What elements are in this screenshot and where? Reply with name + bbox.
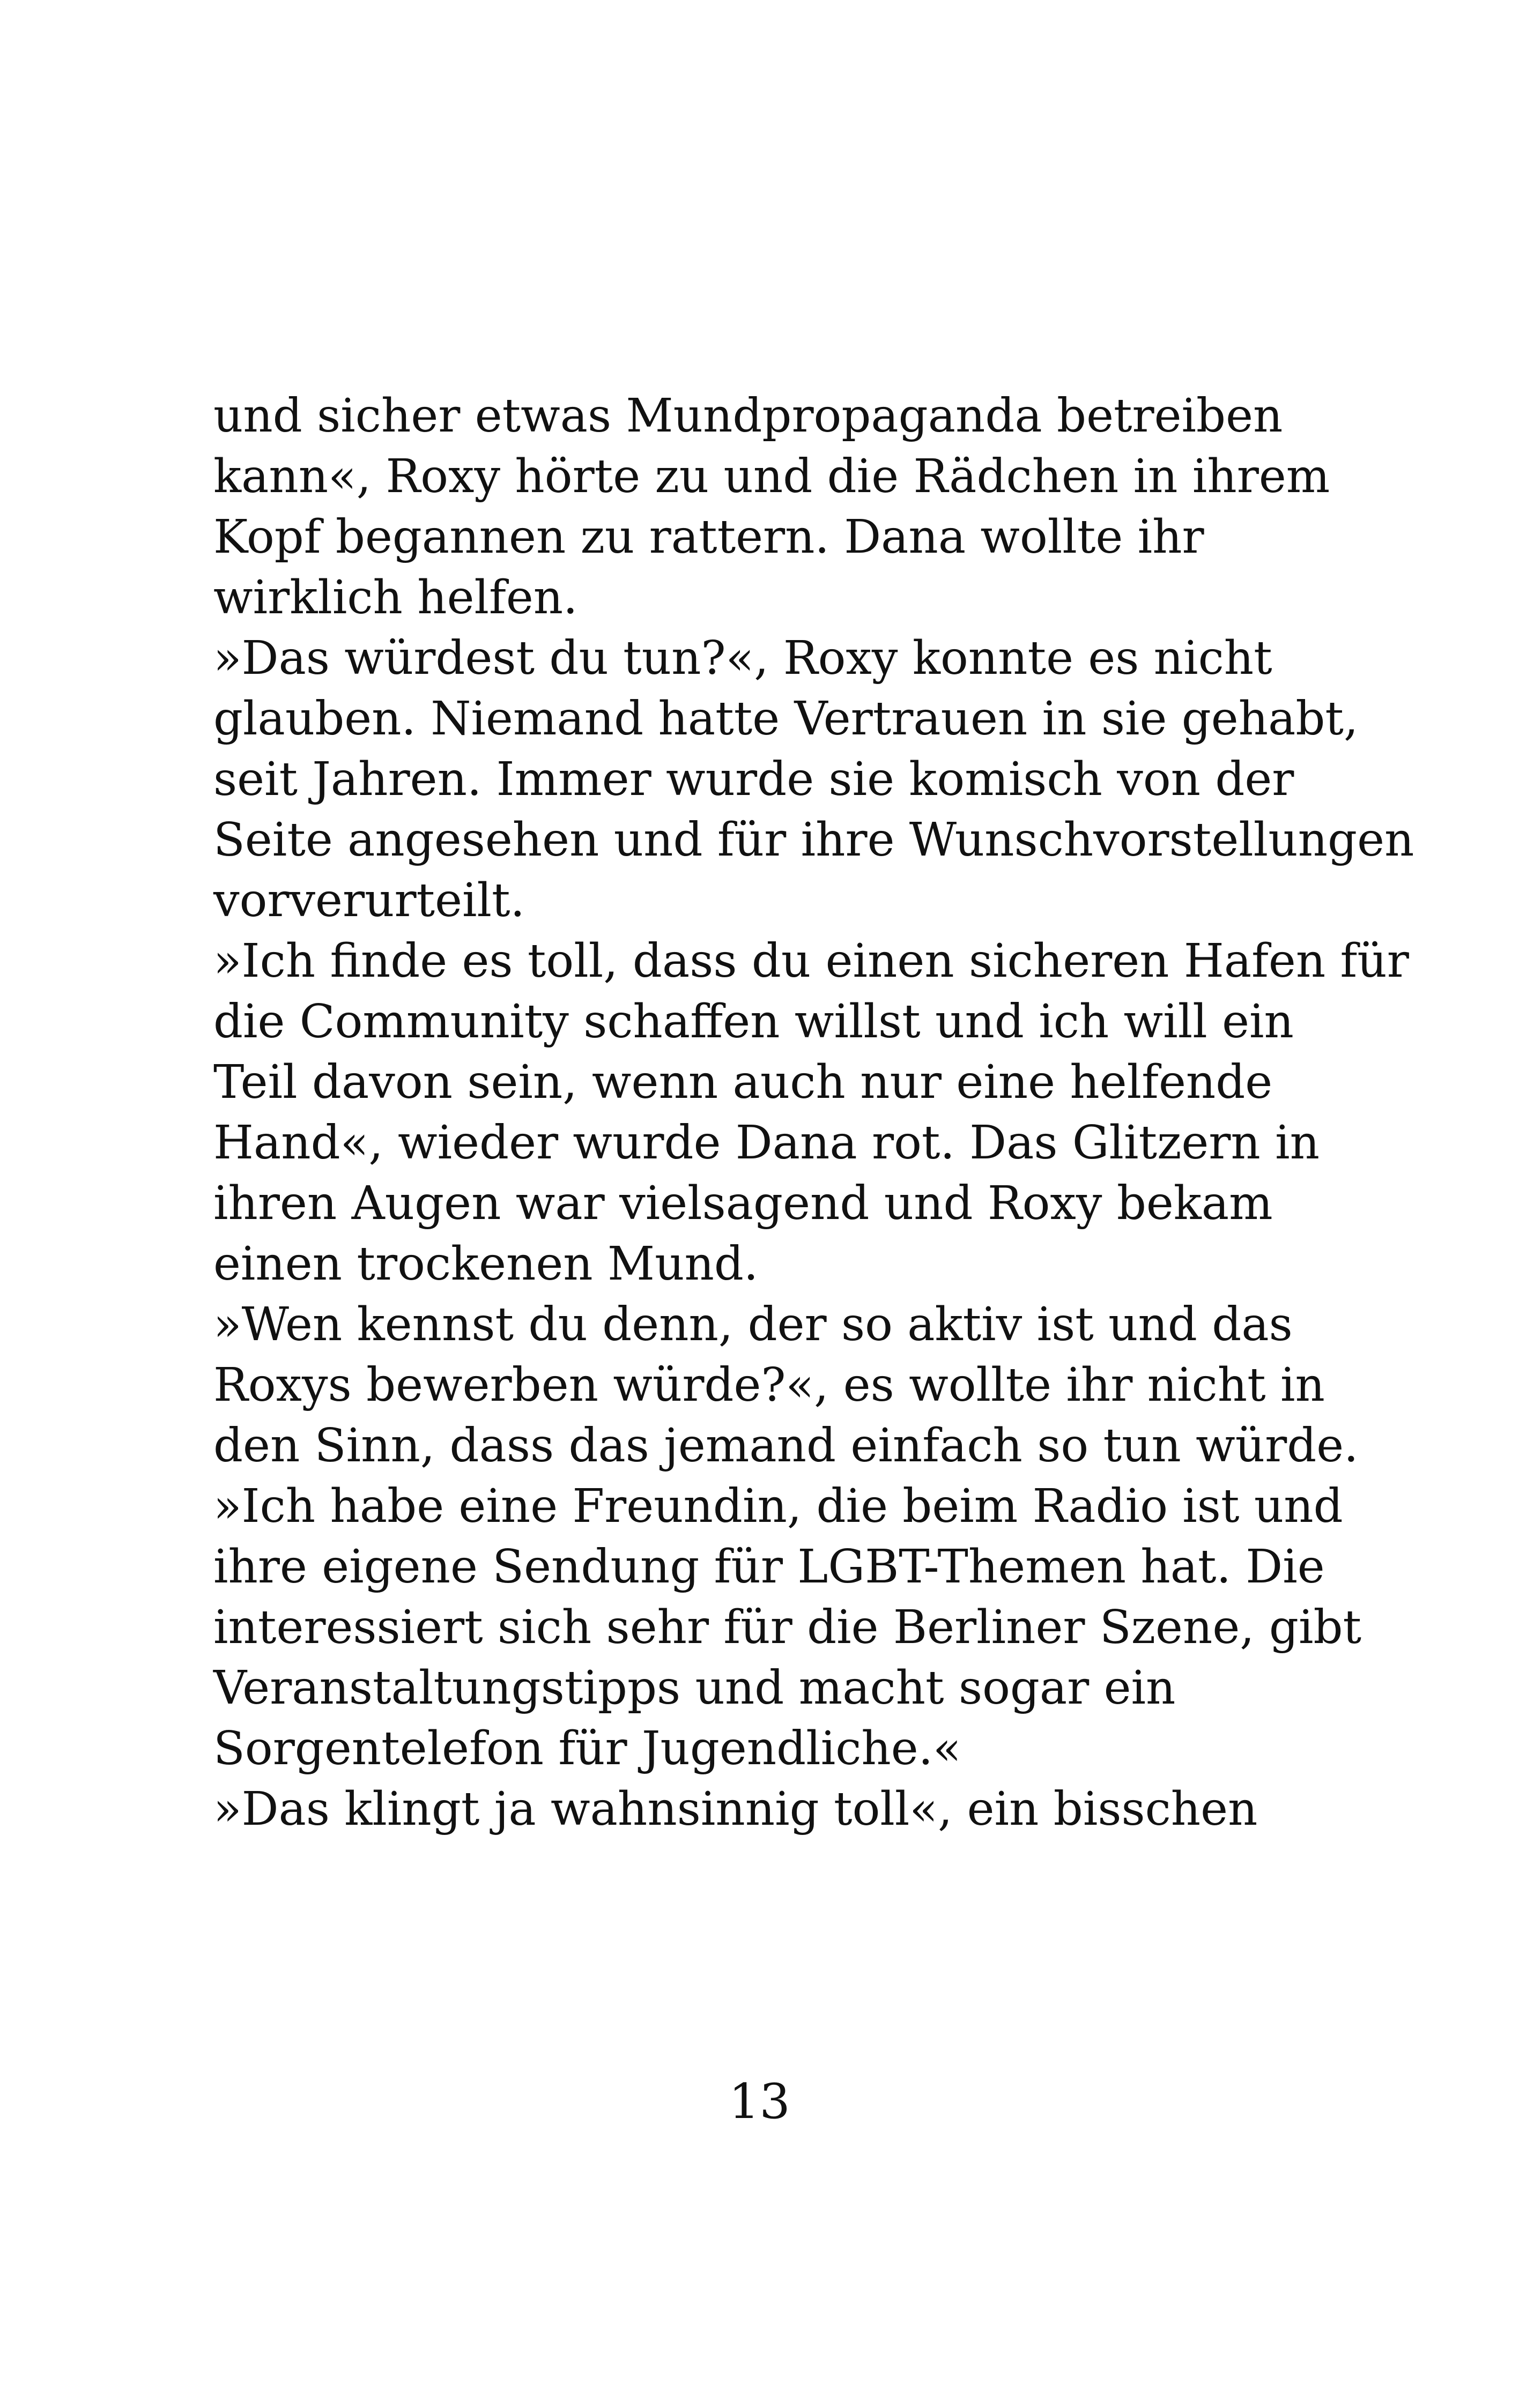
text-line: den Sinn, dass das jemand einfach so tun würde. bbox=[213, 1419, 1359, 1473]
text-line: Seite angesehen und für ihre Wunschvorstellungen bbox=[213, 813, 1414, 867]
text-line: die Community schaffen willst und ich will ein bbox=[213, 995, 1294, 1049]
text-line: »Das würdest du tun?«, Roxy konnte es nicht bbox=[213, 631, 1272, 685]
text-line: kann«, Roxy hörte zu und die Rädchen in ihrem bbox=[213, 450, 1330, 503]
text-line: seit Jahren. Immer wurde sie komisch von der bbox=[213, 753, 1294, 806]
text-line: »Ich habe eine Freundin, die beim Radio ist und bbox=[213, 1480, 1343, 1533]
text-line: und sicher etwas Mundpropaganda betreiben bbox=[213, 389, 1283, 443]
text-line: wirklich helfen. bbox=[213, 571, 578, 625]
text-line: Sorgentelefon für Jugendliche.« bbox=[213, 1722, 961, 1775]
text-line: glauben. Niemand hatte Vertrauen in sie gehabt, bbox=[213, 692, 1359, 746]
text-line: Teil davon sein, wenn auch nur eine helfende bbox=[213, 1056, 1273, 1109]
text-line: »Wen kennst du denn, der so aktiv ist und das bbox=[213, 1298, 1293, 1351]
body-text bbox=[213, 386, 1414, 1840]
page-number: 13 bbox=[729, 2073, 790, 2130]
text-line: »Das klingt ja wahnsinnig toll«, ein bisschen bbox=[213, 1782, 1258, 1836]
text-line: ihre eigene Sendung für LGBT-Themen hat. Die bbox=[213, 1540, 1325, 1594]
text-line: einen trockenen Mund. bbox=[213, 1237, 759, 1291]
text-line: »Ich finde es toll, dass du einen sicheren Hafen für bbox=[213, 934, 1409, 988]
text-line: Kopf begannen zu rattern. Dana wollte ihr bbox=[213, 510, 1204, 564]
text-line: ihren Augen war vielsagend und Roxy bekam bbox=[213, 1177, 1273, 1230]
text-line: Hand«, wieder wurde Dana rot. Das Glitzern in bbox=[213, 1116, 1320, 1170]
text-line: interessiert sich sehr für die Berliner Szene, gibt bbox=[213, 1601, 1362, 1654]
text-line: vorverurteilt. bbox=[213, 874, 525, 927]
text-line: Roxys bewerben würde?«, es wollte ihr nicht in bbox=[213, 1358, 1325, 1412]
text-line: Veranstaltungstipps und macht sogar ein bbox=[213, 1661, 1176, 1715]
